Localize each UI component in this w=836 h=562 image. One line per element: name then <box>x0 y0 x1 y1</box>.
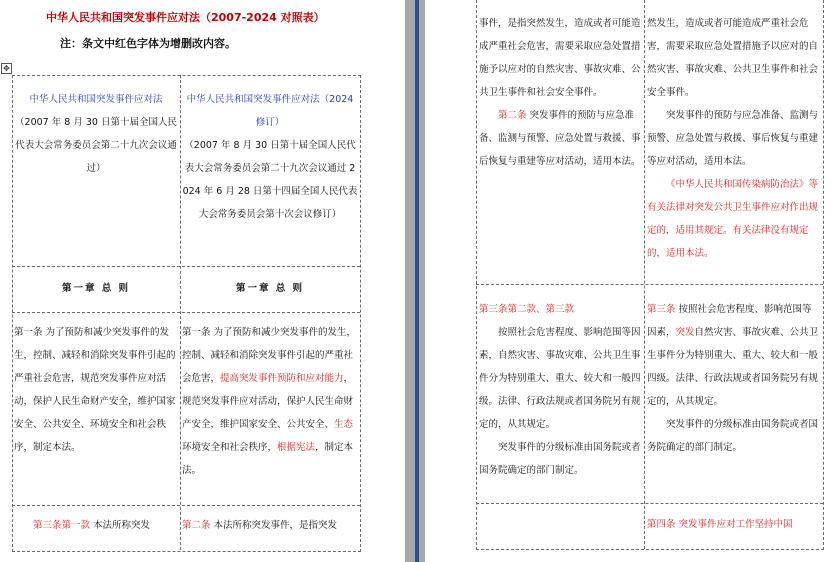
new-article-1-text: 环境安全和社会秩序， <box>182 442 278 453</box>
table-column-divider <box>644 0 645 549</box>
new-article-ref: 第二条 <box>182 520 211 531</box>
old-article-3-ref: 第三条第二款、第三款 <box>479 304 575 315</box>
new-article-2-text: 然发生，造成或者可能造成严重社会危害，需要采取应急处置措施予以应对的自然灾害、事故灾难、公共卫生事件和社会安全事件。 <box>647 18 819 98</box>
document-page-right <box>425 0 836 562</box>
table-row-divider <box>12 505 360 506</box>
new-article-3-text: 按照社会危害程度、影响范围等因素， <box>647 304 812 338</box>
new-article-2-para2: 突发事件的预防与应急准备、监测与预警、应急处置与救援、事后恢复与重建等应对活动，适用本法。 <box>647 110 819 167</box>
new-article-3-text: 自然灾害、事故灾难、公共卫生事件分为特别重大、重大、较大和一般四级。法律、行政法规或者国务院另有规定的，从其规定。 <box>647 327 819 407</box>
new-article-3-added: 突发 <box>675 327 695 338</box>
new-article-text: 本法所称突发事件，是指突发 <box>213 520 338 531</box>
new-article-1 <box>182 321 358 482</box>
new-law-title: 中华人民共和国突发事件应对法（2024 修订） <box>186 94 354 128</box>
new-article-3 <box>647 298 819 459</box>
new-article-1-text: ，规范突发事件应对活动，保护人民生命财产安全，维护国家安全、公共安全、 <box>182 373 354 430</box>
new-article-4-start: 第四条 突发事件应对工作坚持中国 <box>647 519 793 530</box>
new-article-3-ref: 第三条 <box>647 304 676 315</box>
new-article-3-para1 <box>647 298 819 413</box>
new-article-3-para2: 突发事件的分级标准由国务院或者国务院确定的部门制定。 <box>647 419 819 453</box>
new-chapter-heading: 第一章 总 则 <box>235 283 305 294</box>
old-law-header-cell <box>14 88 178 180</box>
new-law-adoption: （2007 年 8 月 30 日第十届全国人民代表大会常务委员会第二十九次会议通过 2024 年 6 月 28 日第十四届全国人民代表大会常务委员会第十次会议修订） <box>182 140 358 220</box>
old-article-3-paragraphs <box>479 298 641 482</box>
old-law-adoption: （2007 年 8 月 30 日第十届全国人民代表大会常务委员会第二十九次会议通过） <box>15 117 177 174</box>
old-chapter-heading: 第一章 总 则 <box>61 283 131 294</box>
new-article-2-start <box>182 514 358 537</box>
old-article-ref: 第三条第一款 <box>33 520 91 531</box>
old-article-1: 第一条 为了预防和减少突发事件的发生，控制、减轻和消除突发事件引起的严重社会危害，规范突发事件应对活动，保护人民生命财产安全，维护国家安全、公共安全、环境安全和社会秩序，制定本法。 <box>14 327 176 453</box>
table-row-divider <box>12 312 360 313</box>
old-article-3-continued <box>479 12 641 173</box>
table-row-divider <box>476 503 823 504</box>
new-article-2-para3: 《中华人民共和国传染病防治法》等有关法律对突发公共卫生事件应对作出规定的，适用其规定。有关法律没有规定的，适用本法。 <box>647 179 819 259</box>
old-article-2-text: 突发事件的预防与应急准备、监测与预警、应急处置与救援、事后恢复与重建等应对活动，适用本法。 <box>479 110 641 167</box>
new-article-1-text: ，制定本法。 <box>182 442 354 476</box>
old-article-text: 本法所称突发 <box>93 520 151 531</box>
new-article-2-continued <box>647 12 819 265</box>
new-law-header-cell <box>182 88 358 226</box>
old-article-3-text: 事件，是指突然发生，造成或者可能造成严重社会危害，需要采取应急处置措施予以应对的自然灾害、事故灾难、公共卫生事件和社会安全事件。 <box>479 18 641 98</box>
new-article-1-added: 根据宪法 <box>277 442 316 453</box>
old-article-3-para2: 突发事件的分级标准由国务院或者国务院确定的部门制定。 <box>479 442 641 476</box>
table-row-divider <box>476 284 823 285</box>
document-note: 注：条文中红色字体为增删改内容。 <box>60 37 236 50</box>
document-page-left <box>0 0 405 562</box>
old-article-2-ref: 第二条 <box>498 110 527 121</box>
table-move-handle-icon[interactable]: ✥ <box>1 63 12 74</box>
page-boundary-marker <box>415 0 419 562</box>
new-article-1-added: 提高突发事件预防和应对能力 <box>220 373 344 384</box>
old-article-3-start <box>14 514 178 537</box>
new-article-1-text: 第一条 为了预防和减少突发事件的发生，控制、减轻和消除突发事件引起的严重社会危害， <box>182 327 357 384</box>
table-row-divider <box>12 266 360 267</box>
old-article-3-para1: 按照社会危害程度、影响范围等因素，自然灾害、事故灾难、公共卫生事件分为特别重大、重大、较大和一般四级。法律、行政法规或者国务院另有规定的，从其规定。 <box>479 327 641 430</box>
old-article-2 <box>479 104 641 173</box>
new-article-1-added: 生态 <box>334 419 354 430</box>
old-law-title: 中华人民共和国突发事件应对法 <box>29 94 163 105</box>
document-title: 中华人民共和国突发事件应对法（2007-2024 对照表） <box>46 11 325 24</box>
